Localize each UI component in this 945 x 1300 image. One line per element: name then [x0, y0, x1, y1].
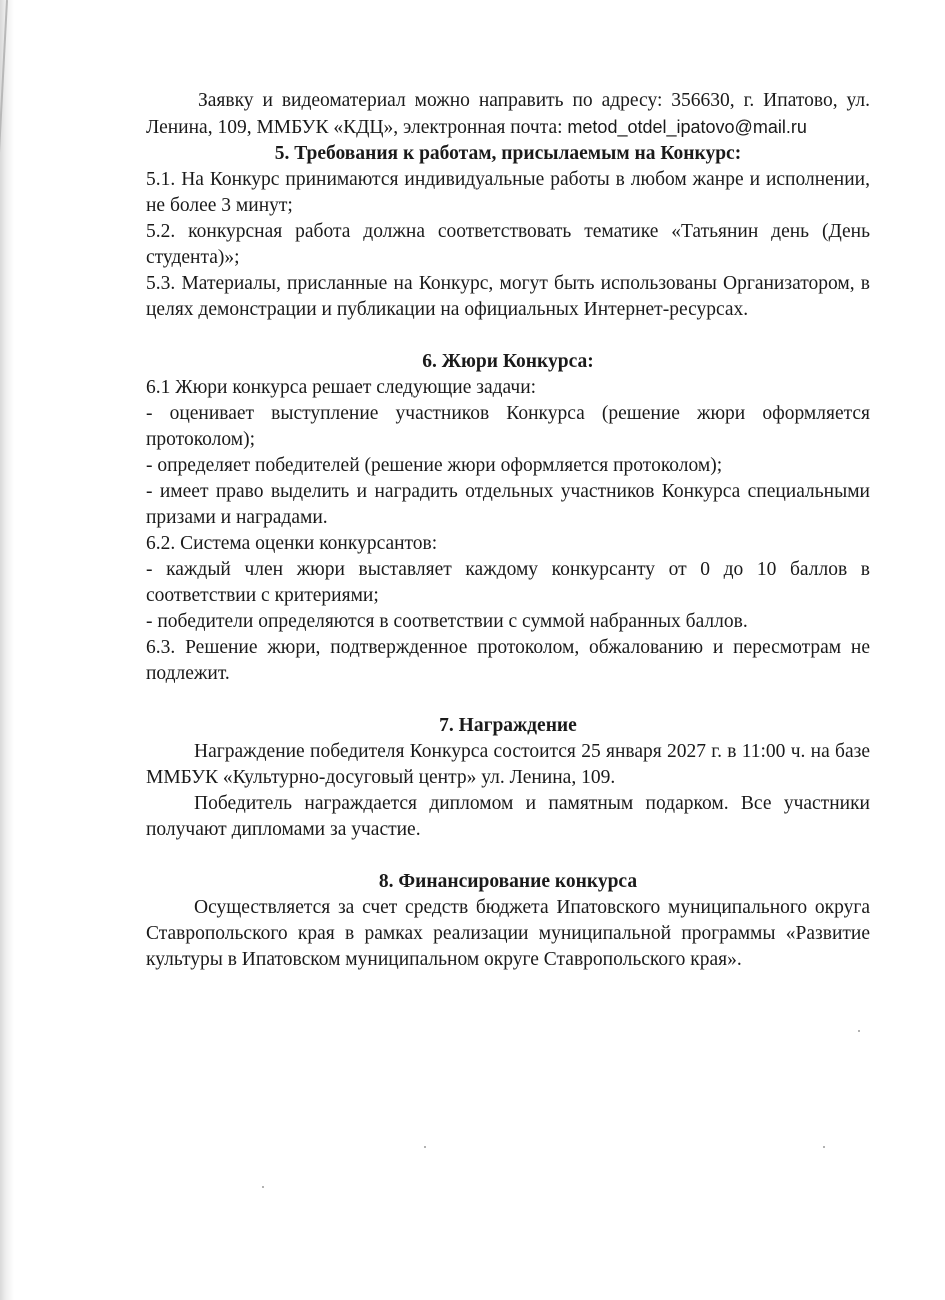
section-6-line-8: 6.3. Решение жюри, подтвержденное протоколом, обжалованию и пересмотрам не подлежит. [146, 637, 870, 684]
intro-text: Заявку и видеоматериал можно направить по адресу: 356630, г. Ипатово, ул. Ленина, 109, ММБУК «КДЦ», электронная почта: [146, 90, 870, 138]
section-6-line-4: - имеет право выделить и наградить отдельных участников Конкурса специальными призами и наградами. [146, 481, 870, 528]
section-6-line-5: 6.2. Система оценки конкурсантов: [146, 533, 438, 554]
scan-speck [424, 1146, 426, 1148]
section-6-line-6: - каждый член жюри выставляет каждому конкурсанту от 0 до 10 баллов в соответствии с критериями; [146, 559, 870, 606]
section-5-item-2: 5.2. конкурсная работа должна соответствовать тематике «Татьянин день (День студента)»; [146, 221, 870, 268]
scan-speck [858, 1030, 860, 1032]
section-5-item-3: 5.3. Материалы, присланные на Конкурс, могут быть использованы Организатором, в целях демонстрации и публикации на официальных Интернет-ресурсах. [146, 273, 870, 320]
section-5-heading: 5. Требования к работам, присылаемым на Конкурс: [274, 143, 742, 164]
section-6-heading: 6. Жюри Конкурса: [422, 351, 594, 372]
section-7-paragraph-1: Награждение победителя Конкурса состоится 25 января 2027 г. в 11:00 ч. на базе ММБУК «Культурно-досуговый центр» ул. Ленина, 109. [146, 741, 870, 788]
document-page [146, 88, 870, 973]
section-7-paragraph-2: Победитель награждается дипломом и памятным подарком. Все участники получают дипломами за участие. [146, 793, 870, 840]
spacer [146, 843, 870, 869]
section-5-item-1: 5.1. На Конкурс принимаются индивидуальные работы в любом жанре и исполнении, не более 3 минут; [146, 169, 870, 216]
intro-paragraph [146, 88, 870, 141]
spacer [146, 687, 870, 713]
section-8-heading: 8. Финансирование конкурса [378, 871, 638, 892]
section-7-heading: 7. Награждение [439, 715, 577, 736]
section-6-line-1: 6.1 Жюри конкурса решает следующие задачи: [146, 377, 537, 398]
contact-email: metod_otdel_ipatovo@mail.ru [567, 117, 807, 137]
section-8-paragraph: Осуществляется за счет средств бюджета Ипатовского муниципального округа Ставропольского края в рамках реализации муниципальной программы «Развитие культуры в Ипатовском муниципальном округе Ставропольского края». [146, 897, 870, 970]
section-6-line-3: - определяет победителей (решение жюри оформляется протоколом); [146, 455, 723, 476]
spacer [146, 323, 870, 349]
section-6-line-7: - победители определяются в соответствии с суммой набранных баллов. [146, 611, 748, 632]
section-6-line-2: - оценивает выступление участников Конкурса (решение жюри оформляется протоколом); [146, 403, 870, 450]
scan-edge [0, 0, 14, 1300]
scan-speck [262, 1186, 264, 1188]
scan-speck [823, 1146, 825, 1148]
